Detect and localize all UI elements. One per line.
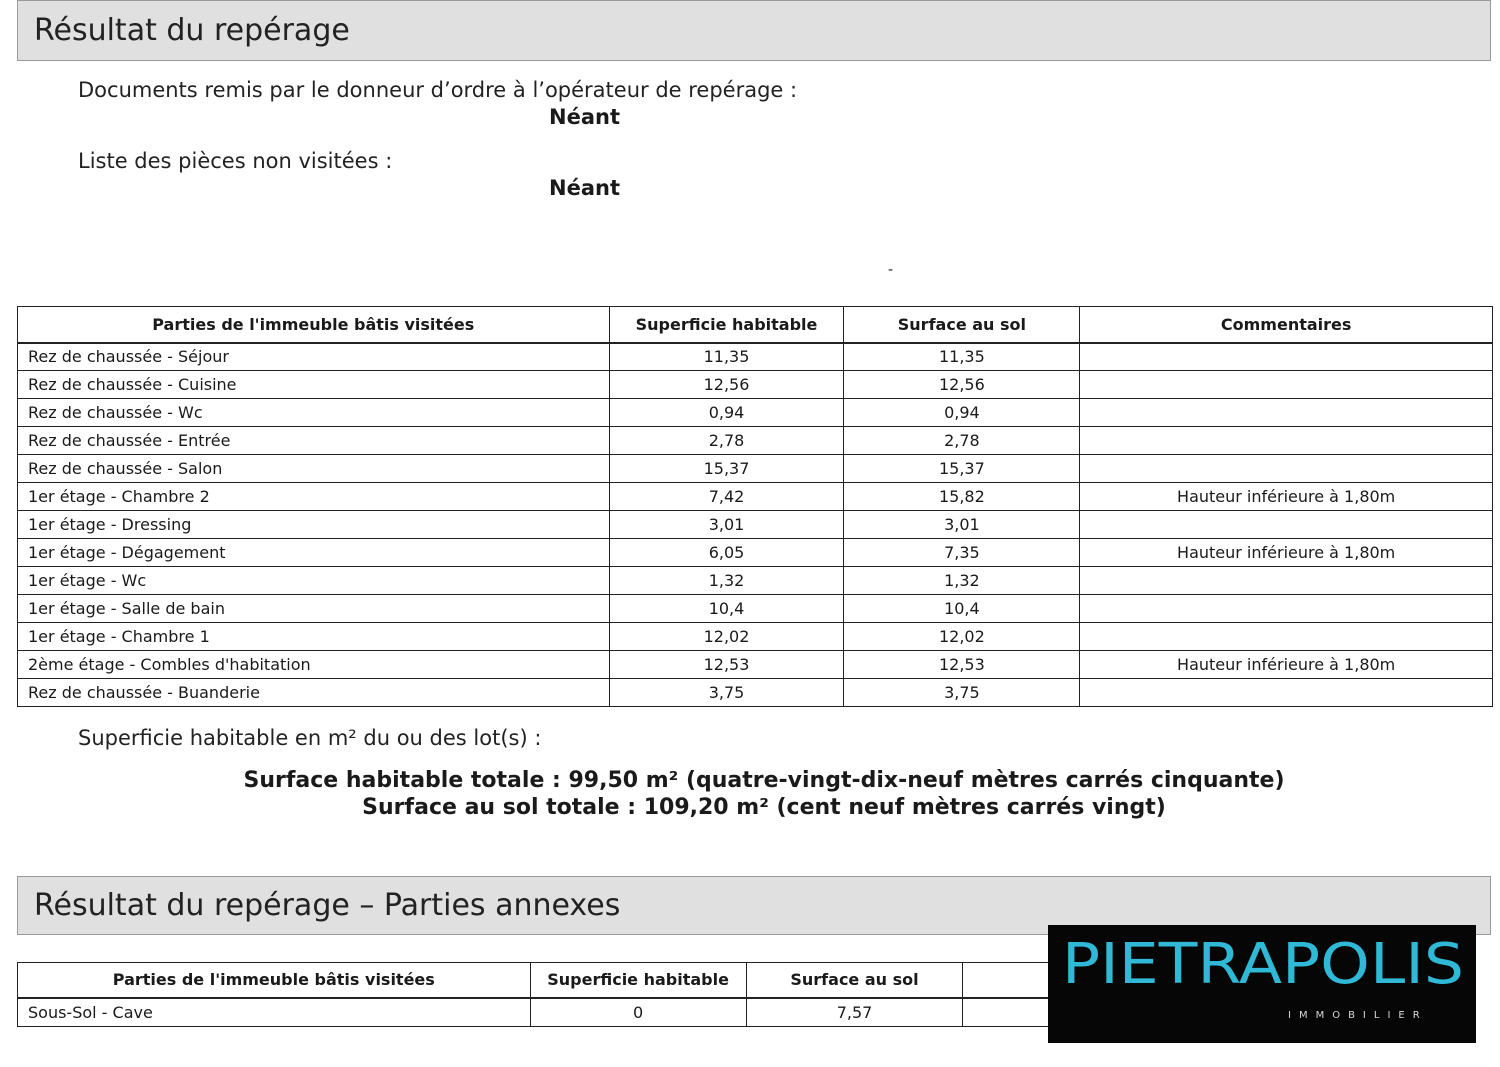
sol-value: 11,35 [844, 343, 1080, 371]
room-name: 1er étage - Dégagement [18, 539, 610, 567]
habitable-value: 0,94 [609, 399, 844, 427]
sol-value: 3,75 [844, 679, 1080, 707]
habitable-value: 3,01 [609, 511, 844, 539]
comment [1080, 511, 1493, 539]
room-name: Rez de chaussée - Buanderie [18, 679, 610, 707]
room-name: Rez de chaussée - Séjour [18, 343, 610, 371]
room-name: Rez de chaussée - Cuisine [18, 371, 610, 399]
table-row [18, 511, 1493, 539]
comment [1080, 595, 1493, 623]
rooms-not-visited-label: Liste des pièces non visitées : [78, 149, 393, 173]
header-commentaires: Commentaires [1080, 307, 1493, 343]
comment: Hauteur inférieure à 1,80m [1080, 539, 1493, 567]
room-name: 1er étage - Wc [18, 567, 610, 595]
section-header-annexes: Résultat du repérage – Parties annexes [17, 876, 1491, 935]
table-row [18, 483, 1493, 511]
habitable-value: 12,02 [609, 623, 844, 651]
sol-value: 10,4 [844, 595, 1080, 623]
comment [1080, 371, 1493, 399]
superficie-lot-label: Superficie habitable en m² du ou des lot(s) : [78, 726, 542, 750]
habitable-value: 10,4 [609, 595, 844, 623]
habitable-value: 0 [530, 998, 746, 1027]
sol-value: 12,53 [844, 651, 1080, 679]
comment [1080, 399, 1493, 427]
logo-subtitle: IMMOBILIER [1288, 1010, 1428, 1021]
room-name: 1er étage - Chambre 2 [18, 483, 610, 511]
header-surface-sol: Surface au sol [844, 307, 1080, 343]
habitable-value: 3,75 [609, 679, 844, 707]
sol-value: 7,35 [844, 539, 1080, 567]
table-row [18, 371, 1493, 399]
room-name: Rez de chaussée - Salon [18, 455, 610, 483]
habitable-value: 2,78 [609, 427, 844, 455]
pietrapolis-logo [1048, 925, 1476, 1043]
documents-label: Documents remis par le donneur d’ordre à l’opérateur de repérage : [78, 78, 798, 102]
table-row [18, 623, 1493, 651]
room-name: 2ème étage - Combles d'habitation [18, 651, 610, 679]
total-habitable: Surface habitable totale : 99,50 m² (quatre-vingt-dix-neuf mètres carrés cinquante) [243, 768, 1285, 793]
logo-wordmark-icon [1048, 925, 1476, 1043]
sol-value: 7,57 [746, 998, 963, 1027]
comment: Hauteur inférieure à 1,80m [1080, 651, 1493, 679]
room-name: Rez de chaussée - Entrée [18, 427, 610, 455]
room-name: Sous-Sol - Cave [18, 998, 531, 1027]
table-row [18, 539, 1493, 567]
table-row [18, 567, 1493, 595]
comment: Hauteur inférieure à 1,80m [1080, 483, 1493, 511]
sol-value: 15,82 [844, 483, 1080, 511]
table-row [18, 399, 1493, 427]
table-header-row [18, 307, 1493, 343]
table-row [18, 595, 1493, 623]
sol-value: 0,94 [844, 399, 1080, 427]
table-row [18, 427, 1493, 455]
total-sol: Surface au sol totale : 109,20 m² (cent neuf mètres carrés vingt) [362, 795, 1166, 820]
comment [1080, 567, 1493, 595]
documents-value: Néant [549, 105, 620, 129]
habitable-value: 15,37 [609, 455, 844, 483]
comment [1080, 679, 1493, 707]
habitable-value: 6,05 [609, 539, 844, 567]
room-name: 1er étage - Salle de bain [18, 595, 610, 623]
comment [1080, 623, 1493, 651]
table-row [18, 343, 1493, 371]
section-header-resultat: Résultat du repérage [17, 0, 1491, 61]
stray-mark: - [888, 262, 894, 278]
habitable-value: 12,56 [609, 371, 844, 399]
rooms-not-visited-value: Néant [549, 176, 620, 200]
table-row [18, 998, 1177, 1027]
habitable-value: 7,42 [609, 483, 844, 511]
rooms-table [17, 306, 1493, 707]
annex-table [17, 962, 1177, 1027]
habitable-value: 12,53 [609, 651, 844, 679]
sol-value: 12,56 [844, 371, 1080, 399]
comment [1080, 455, 1493, 483]
table-header-row [18, 963, 1177, 998]
sol-value: 2,78 [844, 427, 1080, 455]
sol-value: 1,32 [844, 567, 1080, 595]
habitable-value: 1,32 [609, 567, 844, 595]
header-surface-sol: Surface au sol [746, 963, 963, 998]
table-row [18, 651, 1493, 679]
sol-value: 12,02 [844, 623, 1080, 651]
table-row [18, 679, 1493, 707]
table-row [18, 455, 1493, 483]
room-name: Rez de chaussée - Wc [18, 399, 610, 427]
room-name: 1er étage - Dressing [18, 511, 610, 539]
room-name: 1er étage - Chambre 1 [18, 623, 610, 651]
habitable-value: 11,35 [609, 343, 844, 371]
header-superficie-habitable: Superficie habitable [530, 963, 746, 998]
comment [1080, 343, 1493, 371]
sol-value: 15,37 [844, 455, 1080, 483]
header-superficie-habitable: Superficie habitable [609, 307, 844, 343]
header-parties: Parties de l'immeuble bâtis visitées [18, 307, 610, 343]
comment [1080, 427, 1493, 455]
logo-wordmark: PIETRAPOLIS [1062, 932, 1464, 997]
header-parties: Parties de l'immeuble bâtis visitées [18, 963, 531, 998]
sol-value: 3,01 [844, 511, 1080, 539]
